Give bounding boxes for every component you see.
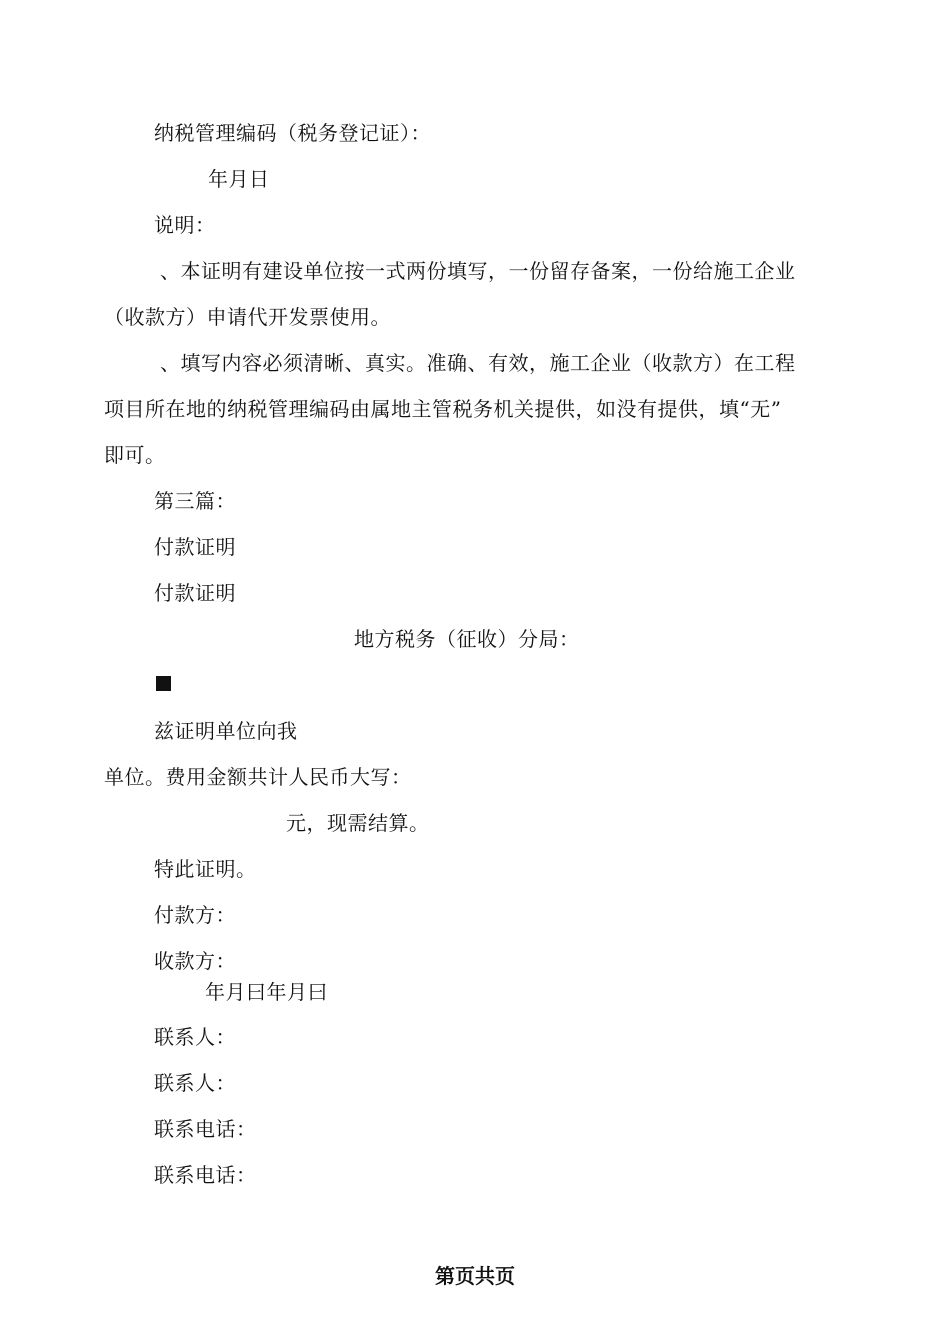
page-footer: 第页共页: [435, 1264, 515, 1288]
body-line-2: 单位。费用金额共计人民币大写：: [104, 765, 412, 789]
section-heading: 第三篇：: [154, 489, 236, 513]
phone-label-2: 联系电话：: [154, 1163, 257, 1187]
square-bullet-icon: [156, 676, 171, 691]
body-line-1: 兹证明单位向我: [154, 719, 298, 743]
note-2-line-3: 即可。: [104, 443, 166, 467]
addressee: 地方税务（征收）分局：: [354, 627, 580, 651]
title-2: 付款证明: [154, 581, 236, 605]
date-line-2: 年月曰年月曰: [205, 980, 328, 1004]
contact-label-2: 联系人：: [154, 1071, 236, 1095]
tax-code-label: 纳税管理编码（税务登记证）：: [154, 121, 431, 145]
note-2-line-2: 项目所在地的纳税管理编码由属地主管税务机关提供，如没有提供，填“无”: [104, 397, 782, 421]
note-2-line-1: 、填写内容必须清晰、真实。准确、有效，施工企业（收款方）在工程: [160, 351, 796, 375]
phone-label-1: 联系电话：: [154, 1117, 257, 1141]
body-line-3: 元，现需结算。: [286, 811, 430, 835]
title-1: 付款证明: [154, 535, 236, 559]
contact-label-1: 联系人：: [154, 1025, 236, 1049]
note-1-line-2: （收款方）申请代开发票使用。: [104, 305, 391, 329]
certify-text: 特此证明。: [154, 857, 257, 881]
payer-label: 付款方：: [154, 903, 236, 927]
date-line: 年月日: [208, 167, 270, 191]
payee-label: 收款方：: [154, 949, 236, 973]
notes-heading: 说明：: [154, 213, 216, 237]
note-1-line-1: 、本证明有建设单位按一式两份填写，一份留存备案，一份给施工企业: [160, 259, 796, 283]
